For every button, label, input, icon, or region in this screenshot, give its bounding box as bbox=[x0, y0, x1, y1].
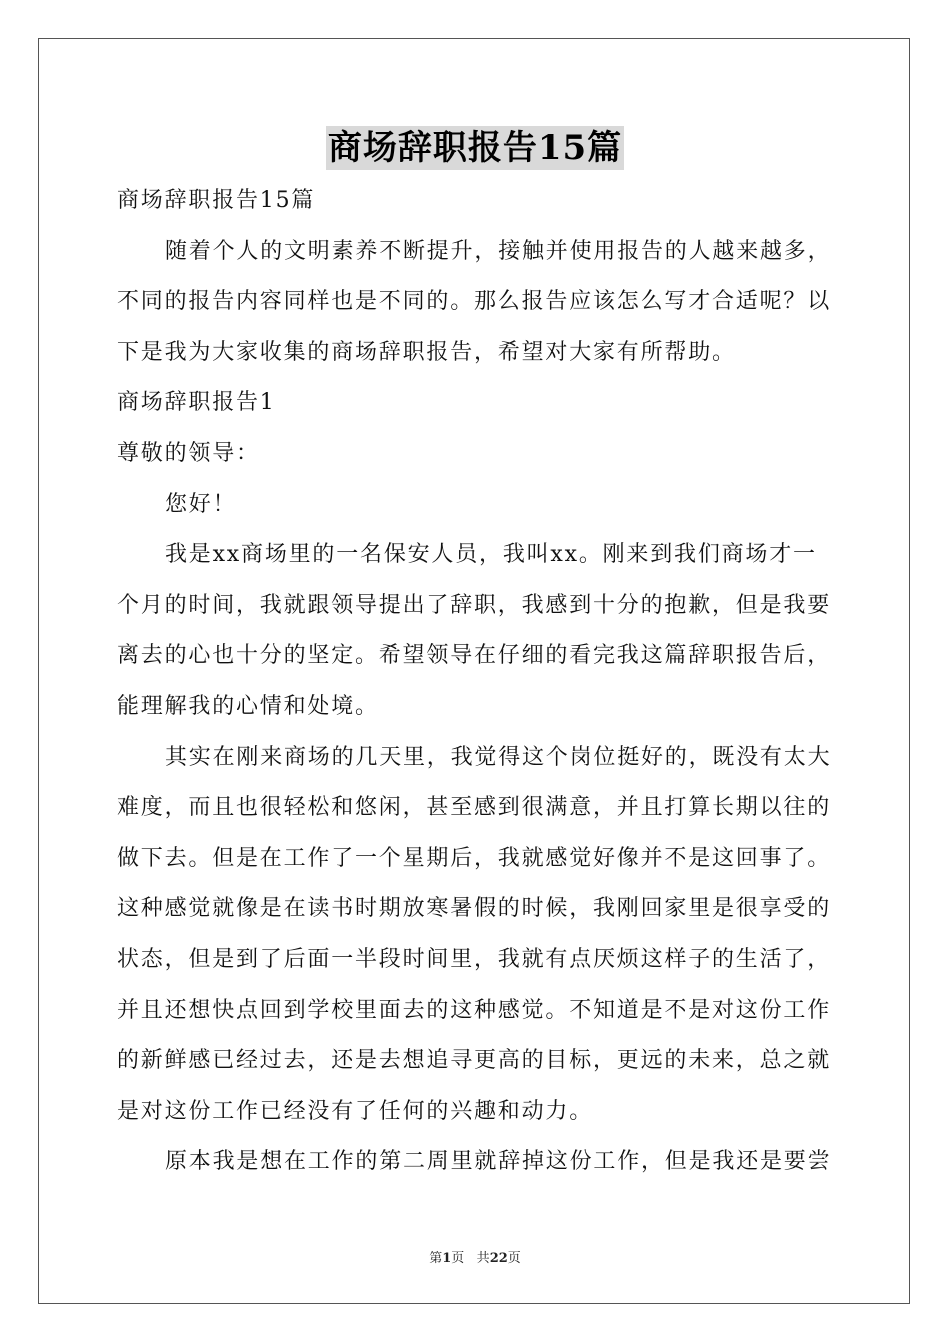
paragraph-body-2: 其实在刚来商场的几天里，我觉得这个岗位挺好的，既没有太大难度，而且也很轻松和悠闲，甚至感到很满意，并且打算长期以往的做下去。但是在工作了一个星期后，我就感觉好像并不是这回事了。这种感觉就像是在读书时期放寒暑假的时候，我刚回家里是很享受的状态，但是到了后面一半段时间里，我就有点厌烦这样子的生活了，并且还想快点回到学校里面去的这种感觉。不知道是不是对这份工作的新鲜感已经过去，还是去想追寻更高的目标，更远的未来，总之就是对这份工作已经没有了任何的兴趣和动力。 bbox=[117, 744, 832, 1124]
document-title: 商场辞职报告15篇 bbox=[327, 128, 623, 168]
greeting: 您好！ bbox=[165, 491, 237, 517]
paragraph-subtitle: 商场辞职报告15篇 bbox=[117, 188, 316, 213]
page-number: 1 bbox=[442, 1251, 452, 1266]
page-footer bbox=[0, 1247, 950, 1266]
page-prefix: 第 bbox=[429, 1251, 443, 1266]
section-heading: 商场辞职报告1 bbox=[117, 390, 276, 416]
paragraph-body-3: 原本我是想在工作的第二周里就辞掉这份工作，但是我还是要尝 bbox=[165, 1149, 832, 1175]
title-wrap bbox=[0, 126, 950, 170]
document-body bbox=[117, 176, 835, 1188]
page-suffix: 页 bbox=[451, 1251, 465, 1266]
salutation: 尊敬的领导： bbox=[117, 440, 260, 466]
total-prefix: 共 bbox=[476, 1251, 490, 1266]
total-suffix: 页 bbox=[507, 1251, 521, 1266]
paragraph-body-1: 我是xx商场里的一名保安人员，我叫xx。刚来到我们商场才一个月的时间，我就跟领导提出了辞职，我感到十分的抱歉，但是我要离去的心也十分的坚定。希望领导在仔细的看完我这篇辞职报告后，能理解我的心情和处境。 bbox=[117, 542, 832, 719]
total-pages: 22 bbox=[489, 1251, 508, 1266]
paragraph-intro: 随着个人的文明素养不断提升，接触并使用报告的人越来越多，不同的报告内容同样也是不同的。那么报告应该怎么写才合适呢？以下是我为大家收集的商场辞职报告，希望对大家有所帮助。 bbox=[117, 238, 832, 365]
